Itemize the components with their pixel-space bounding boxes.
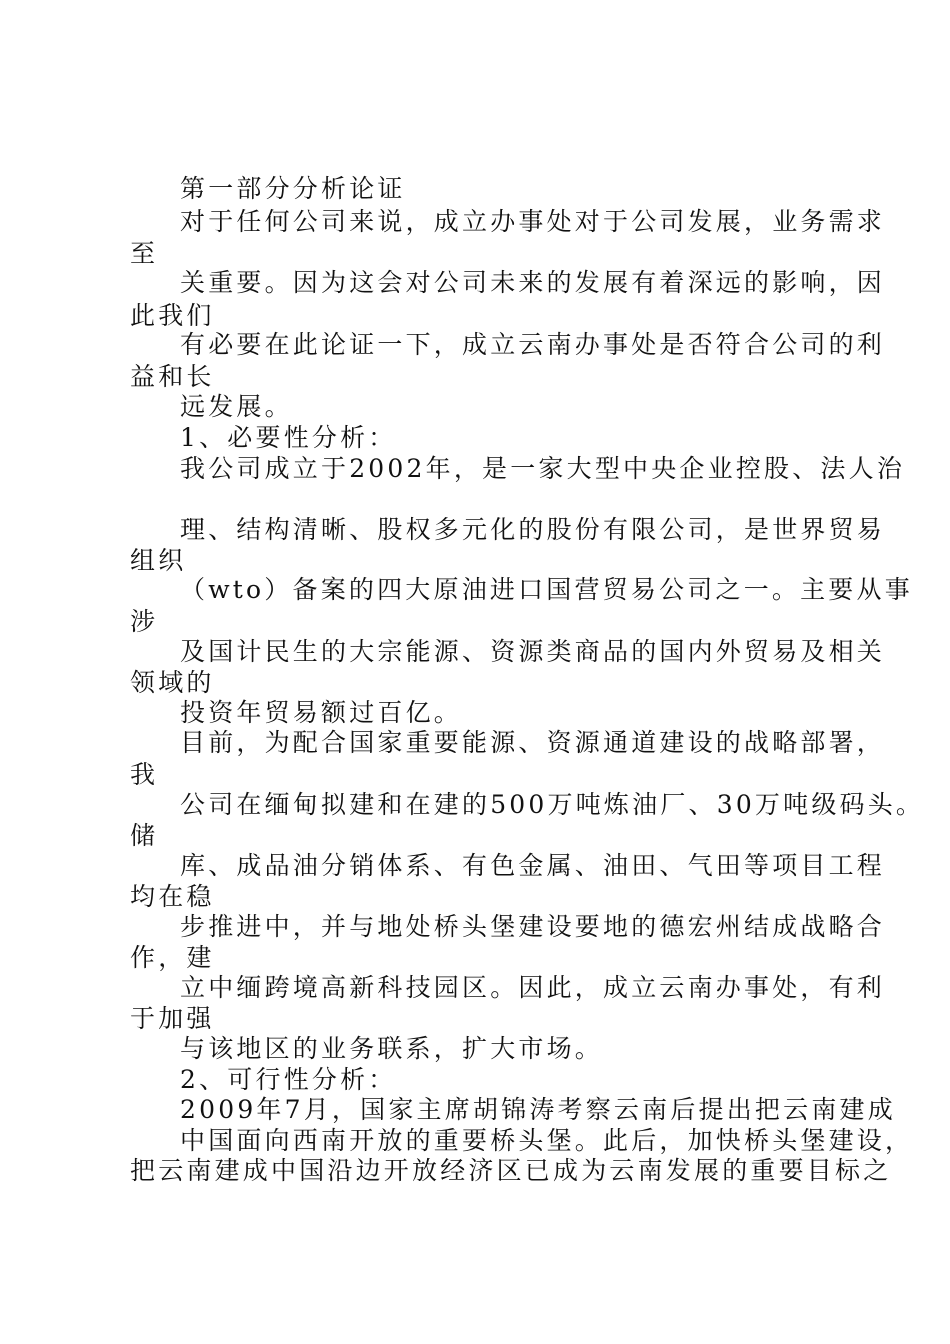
text-line: 投资年贸易额过百亿。: [180, 698, 463, 727]
text-line: 领域的: [130, 668, 215, 697]
text-line: 于加强: [130, 1004, 215, 1033]
text-line: 目前，为配合国家重要能源、资源通道建设的战略部署，: [180, 728, 886, 757]
text-line: 我公司成立于2002年，是一家大型中央企业控股、法人治: [180, 454, 906, 483]
text-line: 涉: [130, 607, 159, 636]
text-line: 我: [130, 760, 159, 789]
subheading: 2、可行性分析：: [180, 1065, 397, 1094]
text-line: 此我们: [130, 301, 215, 330]
text-line: 步推进中，并与地处桥头堡建设要地的德宏州结成战略合: [180, 912, 886, 941]
text-line: 库、成品油分销体系、有色金属、油田、气田等项目工程: [180, 851, 886, 880]
text-line: 及国计民生的大宗能源、资源类商品的国内外贸易及相关: [180, 637, 886, 666]
text-line: 中国面向西南开放的重要桥头堡。此后，加快桥头堡建设，: [180, 1126, 914, 1155]
text-line: 2009年7月，国家主席胡锦涛考察云南后提出把云南建成: [180, 1095, 896, 1124]
text-line: 把云南建成中国沿边开放经济区已成为云南发展的重要目标之: [130, 1156, 892, 1185]
text-line: 远发展。: [180, 392, 293, 421]
text-line: 关重要。因为这会对公司未来的发展有着深远的影响，因: [180, 268, 886, 297]
text-line: 至: [130, 239, 159, 268]
text-line: 作，建: [130, 943, 215, 972]
text-line: 益和长: [130, 362, 215, 391]
text-line: 均在稳: [130, 882, 215, 911]
text-line: 公司在缅甸拟建和在建的500万吨炼油厂、30万吨级码头。: [180, 790, 925, 819]
section-heading: 第一部分分析论证: [180, 174, 406, 203]
text-line: （wto）备案的四大原油进口国营贸易公司之一。主要从事: [180, 575, 913, 604]
text-line: 储: [130, 821, 159, 850]
text-line: 理、结构清晰、股权多元化的股份有限公司，是世界贸易: [180, 515, 886, 544]
text-line: 有必要在此论证一下，成立云南办事处是否符合公司的利: [180, 330, 886, 359]
text-line: 立中缅跨境高新科技园区。因此，成立云南办事处，有利: [180, 973, 886, 1002]
text-line: 与该地区的业务联系，扩大市场。: [180, 1034, 604, 1063]
subheading: 1、必要性分析：: [180, 423, 397, 452]
text-line: 对于任何公司来说，成立办事处对于公司发展，业务需求: [180, 207, 886, 236]
text-line: 组织: [130, 546, 187, 575]
